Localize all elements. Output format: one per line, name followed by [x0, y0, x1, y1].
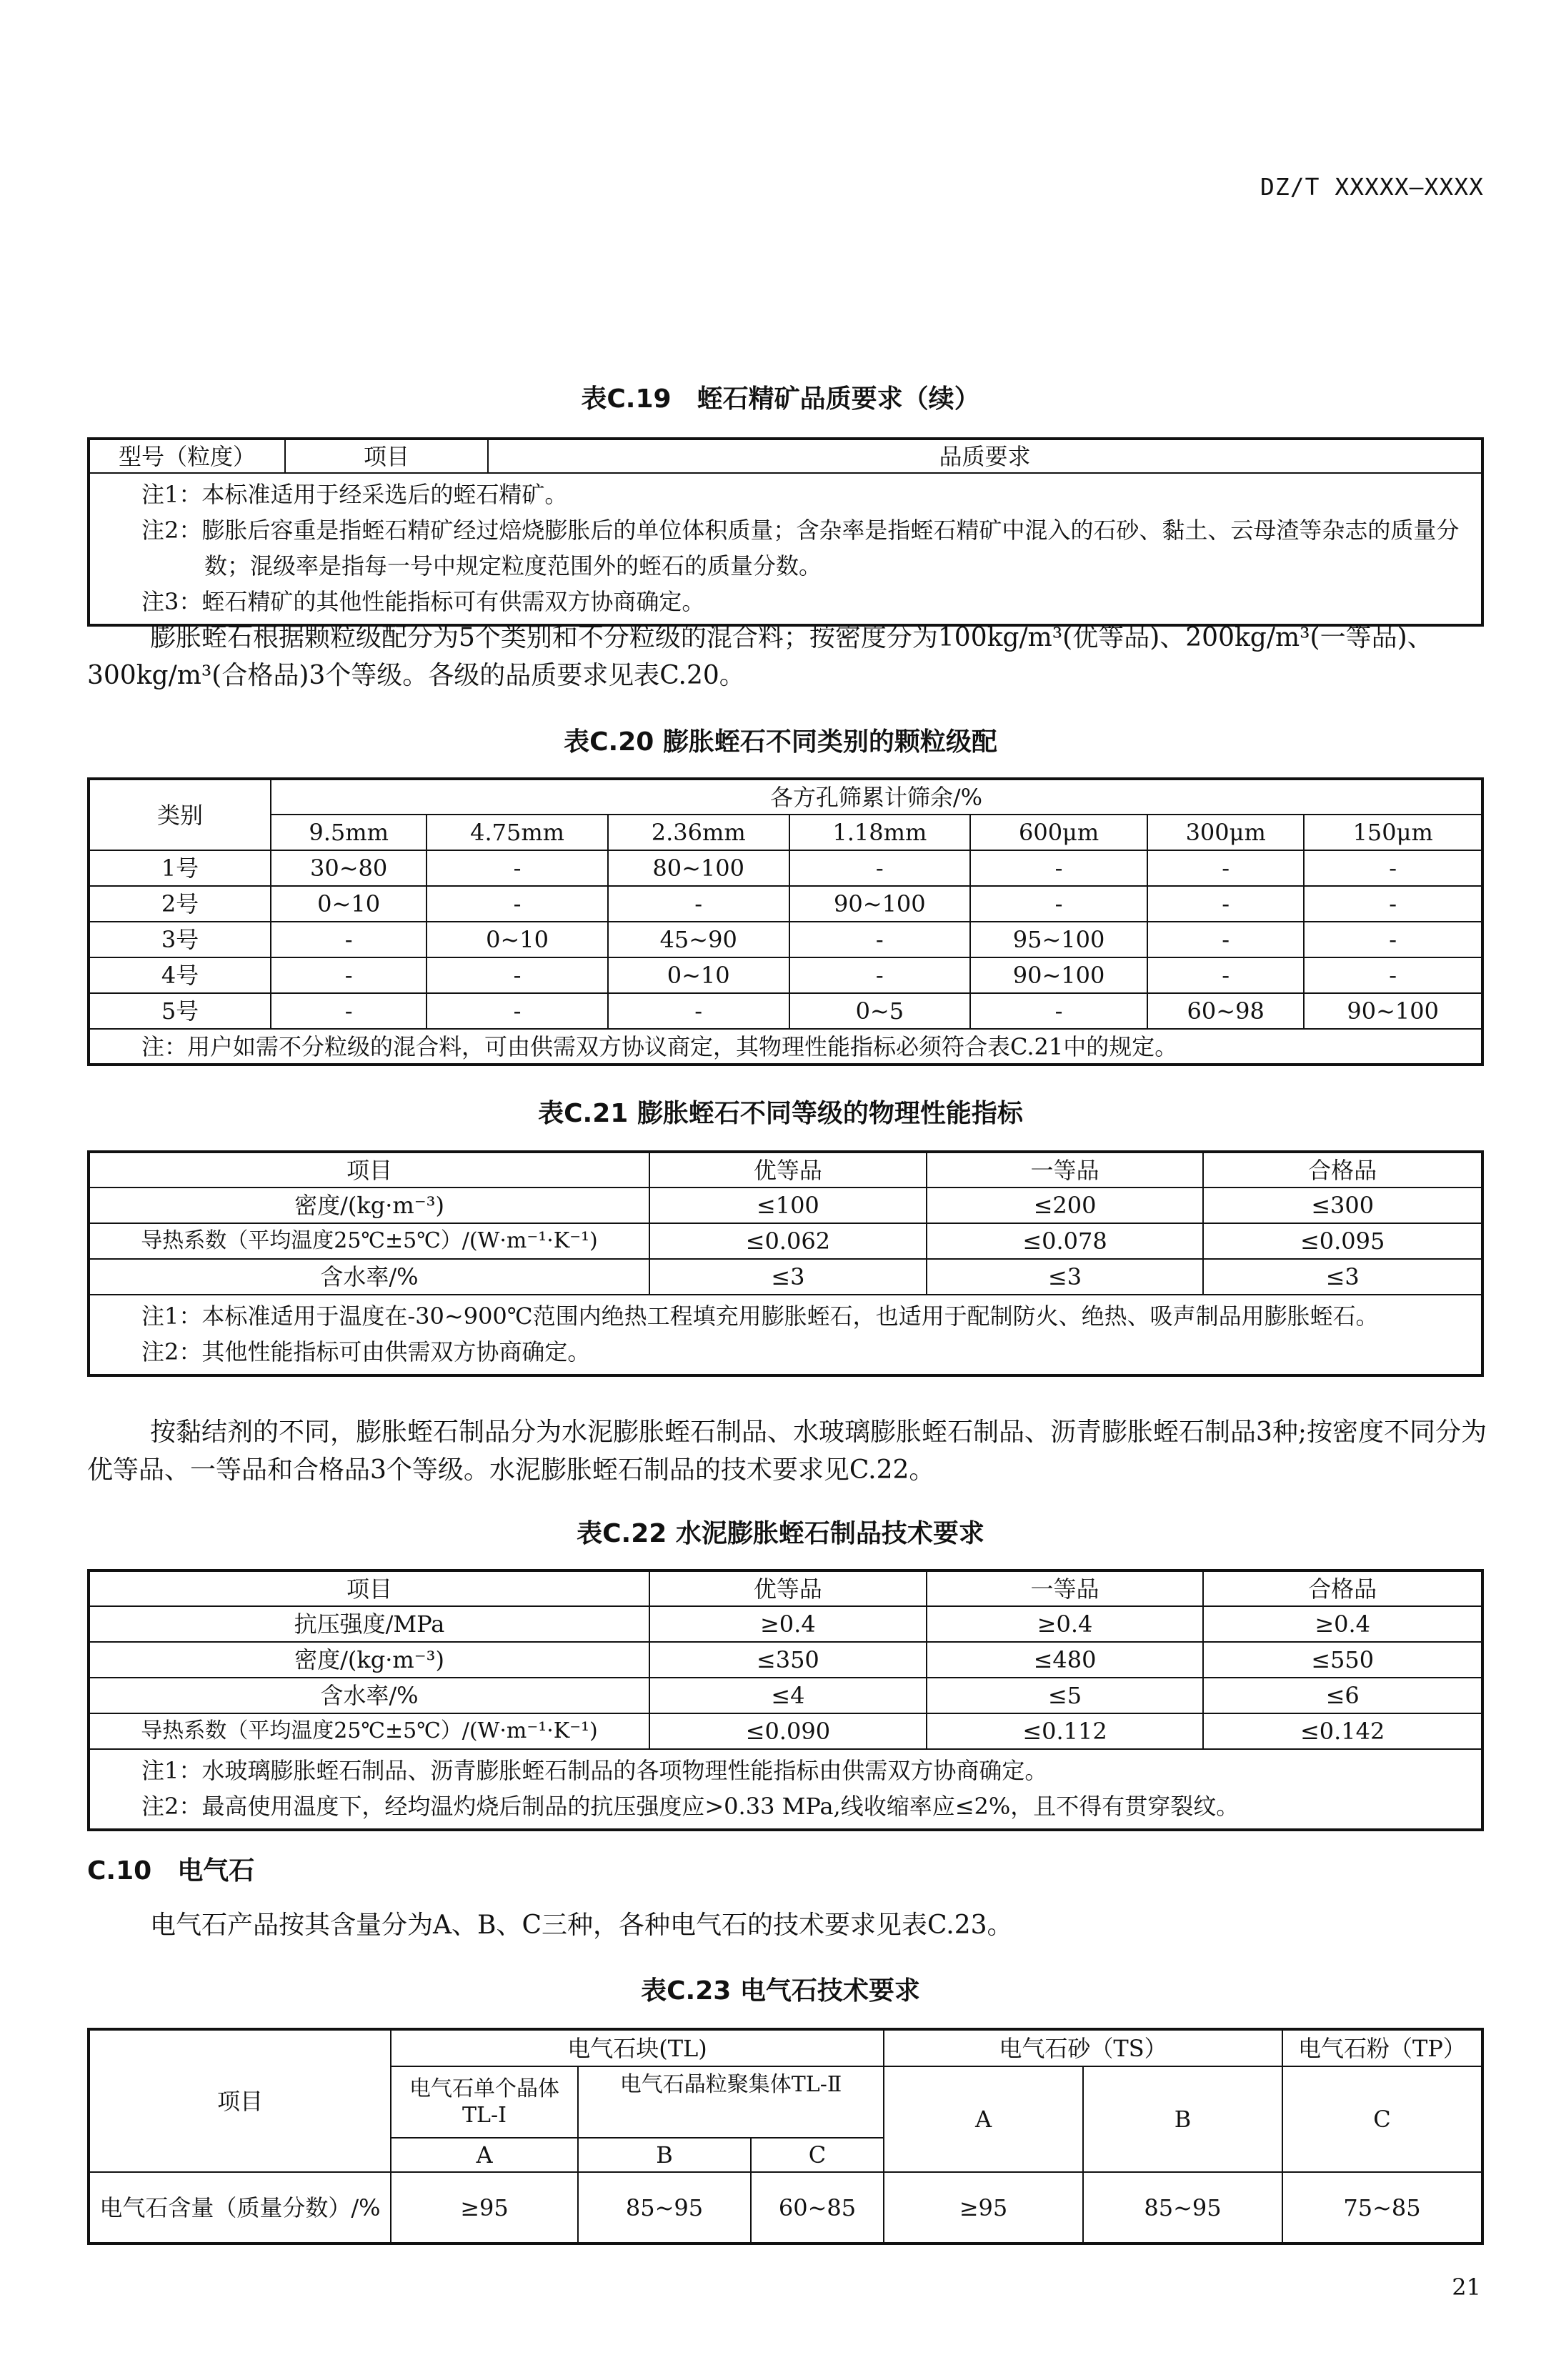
- table-cell: ≤0.078: [927, 1223, 1204, 1259]
- table-cell: -: [271, 957, 427, 993]
- table-cell: ≥95: [391, 2172, 578, 2244]
- table-cell: ≤550: [1203, 1642, 1482, 1678]
- table-cell: 45~90: [608, 922, 789, 957]
- grade-header: C: [751, 2138, 884, 2172]
- header-cell: 一等品: [927, 1152, 1204, 1187]
- table-cell: -: [608, 886, 789, 922]
- section-heading: C.10 电气石: [87, 1856, 255, 1886]
- header-cell: 项目: [89, 2029, 391, 2172]
- table-cell: 0~10: [608, 957, 789, 993]
- table-cell: 0~10: [271, 886, 427, 922]
- table-row: [89, 1642, 1482, 1678]
- header-cell: 电气石晶粒聚集体TL-Ⅱ: [578, 2066, 884, 2138]
- table-cell: -: [789, 922, 971, 957]
- table-cell: ≤5: [927, 1678, 1204, 1713]
- table-cell: ≤3: [649, 1259, 927, 1295]
- table-c21-caption: 表C.21 膨胀蛭石不同等级的物理性能指标: [538, 1099, 1023, 1128]
- table-cell: 90~100: [789, 886, 971, 922]
- grade-header: B: [1083, 2066, 1282, 2172]
- table-row: [89, 993, 1482, 1029]
- sieve-header: 600μm: [970, 815, 1147, 850]
- table-notes: [89, 1295, 1482, 1375]
- table-cell: 密度/(kg·m⁻³): [89, 1642, 649, 1678]
- table-cell: 抗压强度/MPa: [89, 1606, 649, 1642]
- table-cell: 95~100: [970, 922, 1147, 957]
- table-row: [89, 1223, 1482, 1259]
- table-cell: 60~98: [1147, 993, 1304, 1029]
- table-cell: 3号: [89, 922, 271, 957]
- table-cell: ≤0.062: [649, 1223, 927, 1259]
- grade-header: C: [1282, 2066, 1482, 2172]
- grade-header: A: [391, 2138, 578, 2172]
- table-cell: ≤0.090: [649, 1713, 927, 1749]
- header-cell: 合格品: [1203, 1570, 1482, 1606]
- sieve-header: 150μm: [1304, 815, 1482, 850]
- table-cell: 导热系数（平均温度25℃±5℃）/(W·m⁻¹·K⁻¹): [89, 1223, 649, 1259]
- page-number: 21: [1452, 2274, 1481, 2301]
- table-cell: 4号: [89, 957, 271, 993]
- table-c19: [87, 437, 1484, 627]
- table-cell: ≥0.4: [927, 1606, 1204, 1642]
- table-cell: -: [789, 957, 971, 993]
- sieve-header: 300μm: [1147, 815, 1304, 850]
- table-cell: -: [970, 850, 1147, 886]
- sieve-header: 4.75mm: [427, 815, 608, 850]
- table-note: 注：用户如需不分粒级的混合料，可由供需双方协议商定，其物理性能指标必须符合表C.21中的规定。: [89, 1029, 1482, 1065]
- note: 注2：其他性能指标可由供需双方协商确定。: [141, 1338, 591, 1365]
- header-cell: 合格品: [1203, 1152, 1482, 1187]
- table-cell: -: [1304, 886, 1482, 922]
- header-cell: 品质要求: [488, 439, 1482, 473]
- note: 注3：蛭石精矿的其他性能指标可有供需双方协商确定。: [141, 588, 705, 615]
- table-cell: ≥0.4: [649, 1606, 927, 1642]
- table-row: [89, 1713, 1482, 1749]
- table-row: [89, 2172, 1482, 2244]
- grade-header: A: [884, 2066, 1083, 2172]
- header-cell: 电气石块(TL): [391, 2029, 884, 2066]
- table-cell: ≤6: [1203, 1678, 1482, 1713]
- header-cell: 各方孔筛累计筛余/%: [271, 779, 1482, 815]
- table-cell: -: [1304, 922, 1482, 957]
- header-cell: 电气石砂（TS）: [884, 2029, 1282, 2066]
- note: 注2：膨胀后容重是指蛭石精矿经过焙烧膨胀后的单位体积质量；含杂率是指蛭石精矿中混入的石砂、黏土、云母渣等杂志的质量分数；混级率是指每一号中规定粒度范围外的蛭石的质量分数。: [141, 517, 1460, 579]
- table-cell: 85~95: [578, 2172, 751, 2244]
- document-code: DZ/T XXXXX—XXXX: [1260, 173, 1484, 201]
- paragraph-tourmaline: 电气石产品按其含量分为A、B、C三种，各种电气石的技术要求见表C.23。: [150, 1911, 1013, 1940]
- paragraph-products: 按黏结剂的不同，膨胀蛭石制品分为水泥膨胀蛭石制品、水玻璃膨胀蛭石制品、沥青膨胀蛭石制品3种;按密度不同分为优等品、一等品和合格品3个等级。水泥膨胀蛭石制品的技术要求见C.22。: [87, 1418, 1487, 1485]
- header-cell: 类别: [89, 779, 271, 850]
- header-cell: 型号（粒度）: [89, 439, 285, 473]
- header-cell: 项目: [89, 1570, 649, 1606]
- table-cell: 90~100: [1304, 993, 1482, 1029]
- table-cell: ≤0.112: [927, 1713, 1204, 1749]
- table-cell: ≤0.095: [1203, 1223, 1482, 1259]
- table-cell: -: [271, 993, 427, 1029]
- table-cell: 0~5: [789, 993, 971, 1029]
- table-cell: 含水率/%: [89, 1678, 649, 1713]
- table-row: [89, 886, 1482, 922]
- table-cell: -: [970, 886, 1147, 922]
- header-cell: 优等品: [649, 1152, 927, 1187]
- note: 注2：最高使用温度下，经均温灼烧后制品的抗压强度应>0.33 MPa,线收缩率应≤2%，且不得有贯穿裂纹。: [141, 1793, 1240, 1820]
- table-c23: [87, 2028, 1484, 2245]
- note: 注1：本标准适用于温度在-30~900℃范围内绝热工程填充用膨胀蛭石，也适用于配制防火、绝热、吸声制品用膨胀蛭石。: [141, 1303, 1379, 1330]
- table-c23-caption: 表C.23 电气石技术要求: [641, 1976, 920, 2006]
- table-cell: -: [1147, 886, 1304, 922]
- table-cell: -: [427, 886, 608, 922]
- table-cell: 75~85: [1282, 2172, 1482, 2244]
- table-c21: [87, 1150, 1484, 1377]
- table-cell: 含水率/%: [89, 1259, 649, 1295]
- table-c20-caption: 表C.20 膨胀蛭石不同类别的颗粒级配: [564, 727, 997, 757]
- grade-header: B: [578, 2138, 751, 2172]
- table-cell: 0~10: [427, 922, 608, 957]
- table-cell: 30~80: [271, 850, 427, 886]
- table-cell: -: [271, 922, 427, 957]
- table-row: [89, 1606, 1482, 1642]
- header-cell: 一等品: [927, 1570, 1204, 1606]
- table-cell: -: [1147, 922, 1304, 957]
- table-cell: ≤480: [927, 1642, 1204, 1678]
- table-cell: -: [427, 850, 608, 886]
- table-cell: 5号: [89, 993, 271, 1029]
- note: 注1：本标准适用于经采选后的蛭石精矿。: [141, 481, 568, 508]
- sieve-header: 2.36mm: [608, 815, 789, 850]
- table-cell: ≤100: [649, 1187, 927, 1223]
- table-cell: 80~100: [608, 850, 789, 886]
- table-cell: 85~95: [1083, 2172, 1282, 2244]
- table-c19-caption: 表C.19 蛭石精矿品质要求（续）: [581, 384, 980, 414]
- header-cell: 项目: [89, 1152, 649, 1187]
- table-c22: [87, 1569, 1484, 1831]
- table-row: [89, 957, 1482, 993]
- sieve-header: 1.18mm: [789, 815, 971, 850]
- table-cell: 导热系数（平均温度25℃±5℃）/(W·m⁻¹·K⁻¹): [89, 1713, 649, 1749]
- table-cell: -: [1147, 957, 1304, 993]
- table-cell: ≤3: [927, 1259, 1204, 1295]
- table-cell: -: [427, 957, 608, 993]
- table-cell: 电气石含量（质量分数）/%: [89, 2172, 391, 2244]
- table-c20: [87, 777, 1484, 1066]
- table-cell: -: [789, 850, 971, 886]
- table-row: [89, 1187, 1482, 1223]
- table-cell: 90~100: [970, 957, 1147, 993]
- table-cell: 2号: [89, 886, 271, 922]
- table-cell: ≤3: [1203, 1259, 1482, 1295]
- table-cell: -: [427, 993, 608, 1029]
- table-cell: 1号: [89, 850, 271, 886]
- table-cell: 60~85: [751, 2172, 884, 2244]
- table-cell: ≤0.142: [1203, 1713, 1482, 1749]
- table-cell: ≤350: [649, 1642, 927, 1678]
- table-cell: -: [1304, 850, 1482, 886]
- header-cell: 优等品: [649, 1570, 927, 1606]
- table-cell: -: [608, 993, 789, 1029]
- table-notes: [89, 473, 1482, 625]
- table-cell: ≥0.4: [1203, 1606, 1482, 1642]
- paragraph-grading: 膨胀蛭石根据颗粒级配分为5个类别和不分粒级的混合料；按密度分为100kg/m³(优等品)、200kg/m³(一等品)、300kg/m³(合格品)3个等级。各级的品质要求见表C.20。: [87, 623, 1433, 690]
- table-row: [89, 1678, 1482, 1713]
- table-notes: [89, 1749, 1482, 1830]
- header-cell: 项目: [285, 439, 488, 473]
- sieve-header: 9.5mm: [271, 815, 427, 850]
- table-cell: ≤4: [649, 1678, 927, 1713]
- table-cell: ≥95: [884, 2172, 1083, 2244]
- header-cell: 电气石粉（TP）: [1282, 2029, 1482, 2066]
- header-cell: 电气石单个晶体TL-Ⅰ: [391, 2066, 578, 2138]
- table-c22-caption: 表C.22 水泥膨胀蛭石制品技术要求: [577, 1519, 984, 1548]
- table-cell: -: [970, 993, 1147, 1029]
- table-cell: ≤300: [1203, 1187, 1482, 1223]
- table-row: [89, 850, 1482, 886]
- table-cell: -: [1147, 850, 1304, 886]
- table-cell: ≤200: [927, 1187, 1204, 1223]
- table-row: [89, 922, 1482, 957]
- table-row: [89, 1259, 1482, 1295]
- table-cell: 密度/(kg·m⁻³): [89, 1187, 649, 1223]
- note: 注1：水玻璃膨胀蛭石制品、沥青膨胀蛭石制品的各项物理性能指标由供需双方协商确定。: [141, 1757, 1048, 1784]
- table-cell: -: [1304, 957, 1482, 993]
